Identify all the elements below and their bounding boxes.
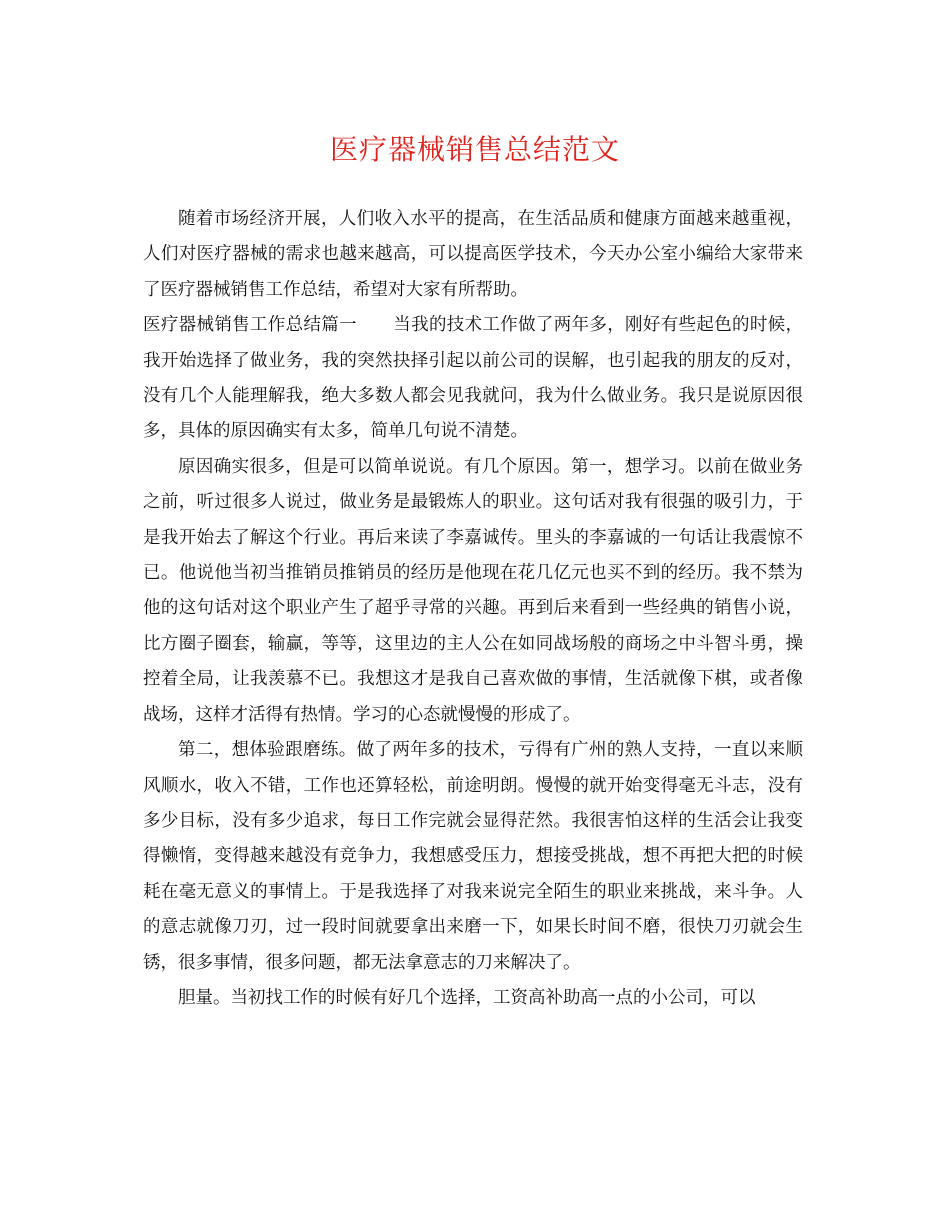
body-paragraph-4: 第二，想体验跟磨练。做了两年多的技术，亏得有广州的熟人支持，一直以来顺风顺水，收入不错，工作也还算轻松，前途明朗。慢慢的就开始变得毫无斗志，没有多少目标，没有多少追求，每日工作完就会显得茫然。我很害怕这样的生活会让我变得懒惰，变得越来越没有竞争力，我想感受压力，想接受挑战，想不再把大把的时候耗在毫无意义的事情上。于是我选择了对我来说完全陌生的职业来挑战，来斗争。人的意志就像刀刃，过一段时间就要拿出来磨一下，如果长时间不磨，很快刀刃就会生锈，很多事情，很多问题，都无法拿意志的刀来解决了。 [143, 740, 803, 973]
document-title: 医疗器械销售总结范文 [329, 133, 620, 166]
intro-paragraph: 随着市场经济开展，人们收入水平的提高，在生活品质和健康方面越来越重视，人们对医疗器械的需求也越来越高，可以提高医学技术，今天办公室小编给大家带来了医疗器械销售工作总结，希望对大家有所帮助。 [143, 209, 803, 300]
body-paragraph-3: 原因确实很多，但是可以简单说说。有几个原因。第一，想学习。以前在做业务之前，听过很多人说过，做业务是最锻炼人的职业。这句话对我有很强的吸引力，于是我开始去了解这个行业。再后来读了李嘉诚传。里头的李嘉诚的一句话让我震惊不已。他说他当初当推销员推销员的经历是他现在花几亿元也买不到的经历。我不禁为他的这句话对这个职业产生了超乎寻常的兴趣。再到后来看到一些经典的销售小说，比方圈子圈套，输赢，等等，这里边的主人公在如同战场般的商场之中斗智斗勇，操控着全局，让我羡慕不已。我想这才是我自己喜欢做的事情，生活就像下棋，或者像战场，这样才活得有热情。学习的心态就慢慢的形成了。 [143, 456, 803, 725]
body-paragraph-5: 胆量。当初找工作的时候有好几个选择，工资高补助高一点的小公司，可以 [178, 987, 756, 1008]
section-text: 当我的技术工作做了两年多，刚好有些起色的时候，我开始选择了做业务，我的突然抉择引起以前公司的误解，也引起我的朋友的反对，没有几个人能理解我，绝大多数人都会见我就问，我为什么做业务。我只是说原因很多，具体的原因确实有太多，简单几句说不清楚。 [143, 315, 804, 442]
section-heading: 医疗器械销售工作总结篇一 [143, 315, 357, 336]
document-body [143, 202, 803, 1016]
section-paragraph [143, 308, 803, 450]
